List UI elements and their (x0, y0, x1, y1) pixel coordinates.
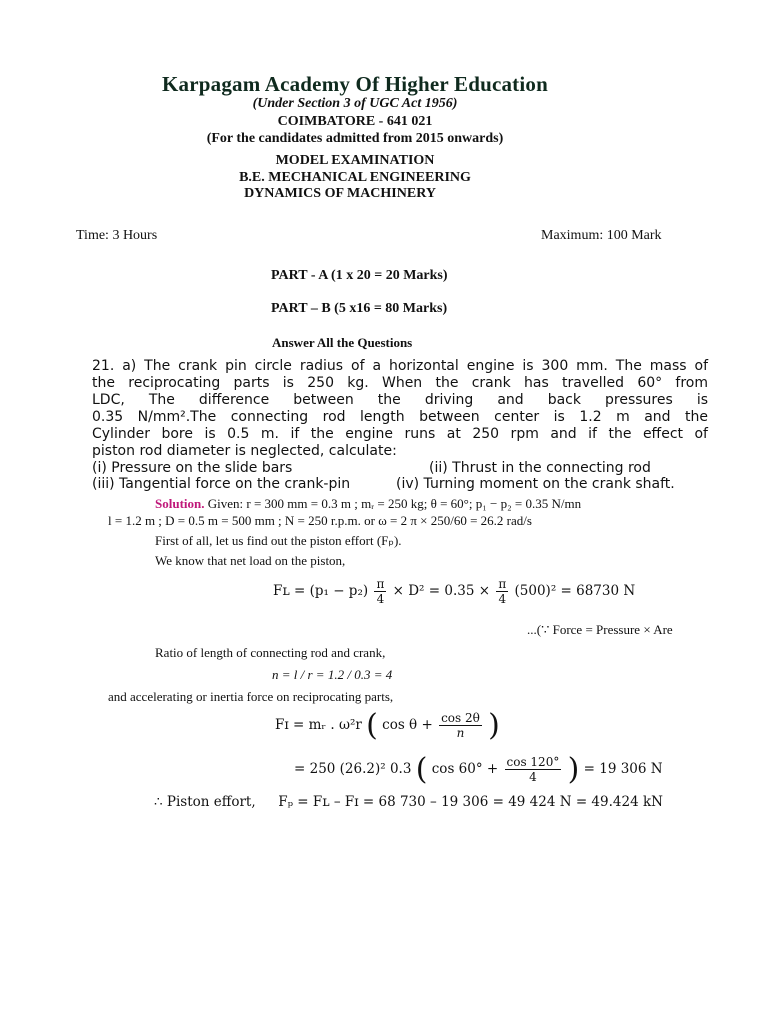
equation-part: cos θ + (382, 717, 433, 733)
open-paren: ( (366, 708, 378, 743)
part-b-heading: PART – B (5 x16 = 80 Marks) (271, 301, 448, 316)
question-item-i: (i) Pressure on the slide bars (92, 460, 293, 476)
ratio-text: Ratio of length of connecting rod and crank, (155, 645, 386, 660)
solution-step-1: First of all, let us find out the piston effort (Fₚ). (155, 533, 402, 548)
equation-part: = 19 306 N (583, 761, 663, 777)
act-line: (Under Section 3 of UGC Act 1956) (252, 96, 458, 111)
open-paren: ( (415, 752, 428, 787)
given-values: Given: r = 300 mm = 0.3 m ; mᵣ = 250 kg; θ = 60°; p₁ − p₂ = 0.35 N/mn (204, 496, 582, 511)
solution-step-2: We know that net load on the piston, (155, 553, 346, 568)
question-line: 21. a) The crank pin circle radius of a horizontal engine is 300 mm. The mass of (92, 358, 708, 374)
fraction (505, 755, 562, 784)
max-marks: Maximum: 100 Mark (541, 228, 662, 243)
solution-given-line-2: l = 1.2 m ; D = 0.5 m = 500 mm ; N = 250 r.p.m. or ω = 2 π × 250/60 = 26.2 rad/s (108, 513, 532, 528)
equation-part: Fɪ = mᵣ . ω²r (275, 717, 362, 733)
exam-name: MODEL EXAMINATION (275, 153, 435, 168)
piston-effort-equation: Fₚ = Fʟ – Fɪ = 68 730 – 19 306 = 49 424 N = 49.424 kN (278, 794, 663, 810)
fraction (439, 711, 482, 740)
close-paren: ) (488, 708, 500, 743)
inertia-force-numeric (294, 752, 663, 787)
force-note: ...(∵ Force = Pressure × Are (527, 622, 673, 637)
numerator: π (498, 577, 507, 591)
subject-name: DYNAMICS OF MACHINERY (244, 186, 436, 201)
course-name: B.E. MECHANICAL ENGINEERING (239, 170, 471, 185)
numerator: cos 2θ (441, 711, 480, 725)
admitted-line: (For the candidates admitted from 2015 onwards) (206, 131, 504, 146)
fraction (496, 577, 508, 606)
time-label: Time: 3 Hours (76, 228, 158, 243)
question-line: the reciprocating parts is 250 kg. When the crank has travelled 60° from (92, 375, 708, 391)
part-a-heading: PART - A (1 x 20 = 20 Marks) (271, 268, 448, 283)
close-paren: ) (567, 752, 580, 787)
inertia-force-equation (275, 708, 500, 743)
question-item-ii: (ii) Thrust in the connecting rod (429, 460, 651, 476)
denominator: n (456, 726, 465, 740)
question-line: Cylinder bore is 0.5 m. if the engine runs at 250 rpm and if the effect of (92, 426, 708, 442)
equation-part: Fʟ = (p₁ − p₂) (273, 583, 369, 599)
solution-label: Solution. (155, 496, 205, 511)
solution-given-line-1 (155, 496, 581, 512)
equation-part: cos 60° + (431, 761, 499, 777)
numerator: π (376, 577, 385, 591)
city-line: COIMBATORE - 641 021 (277, 114, 433, 129)
equation-part: = 250 (26.2)² 0.3 (294, 761, 412, 777)
instruction-line: Answer All the Questions (272, 335, 413, 350)
question-text (92, 358, 708, 460)
piston-effort-line (154, 794, 663, 810)
question-line: piston rod diameter is neglected, calculate: (92, 443, 397, 459)
denominator: 4 (498, 592, 507, 606)
question-line: LDC, The difference between the driving and back pressures is (92, 392, 708, 408)
numerator: cos 120° (506, 755, 560, 769)
equation-part: (500)² = 68730 N (514, 583, 636, 599)
institution-title: Karpagam Academy Of Higher Education (162, 72, 548, 96)
ratio-equation: n = l / r = 1.2 / 0.3 = 4 (272, 667, 393, 682)
question-line: 0.35 N/mm².The connecting rod length between center is 1.2 m and the (92, 409, 708, 425)
denominator: 4 (376, 592, 385, 606)
question-item-iv: (iv) Turning moment on the crank shaft. (396, 476, 675, 492)
fraction (374, 577, 386, 606)
inertia-text: and accelerating or inertia force on reciprocating parts, (108, 689, 394, 704)
piston-effort-label: ∴ Piston effort, (154, 794, 256, 810)
question-item-iii: (iii) Tangential force on the crank-pin (92, 476, 351, 492)
net-load-equation (273, 577, 635, 606)
equation-part: × D² = 0.35 × (392, 583, 491, 599)
denominator: 4 (529, 770, 537, 784)
